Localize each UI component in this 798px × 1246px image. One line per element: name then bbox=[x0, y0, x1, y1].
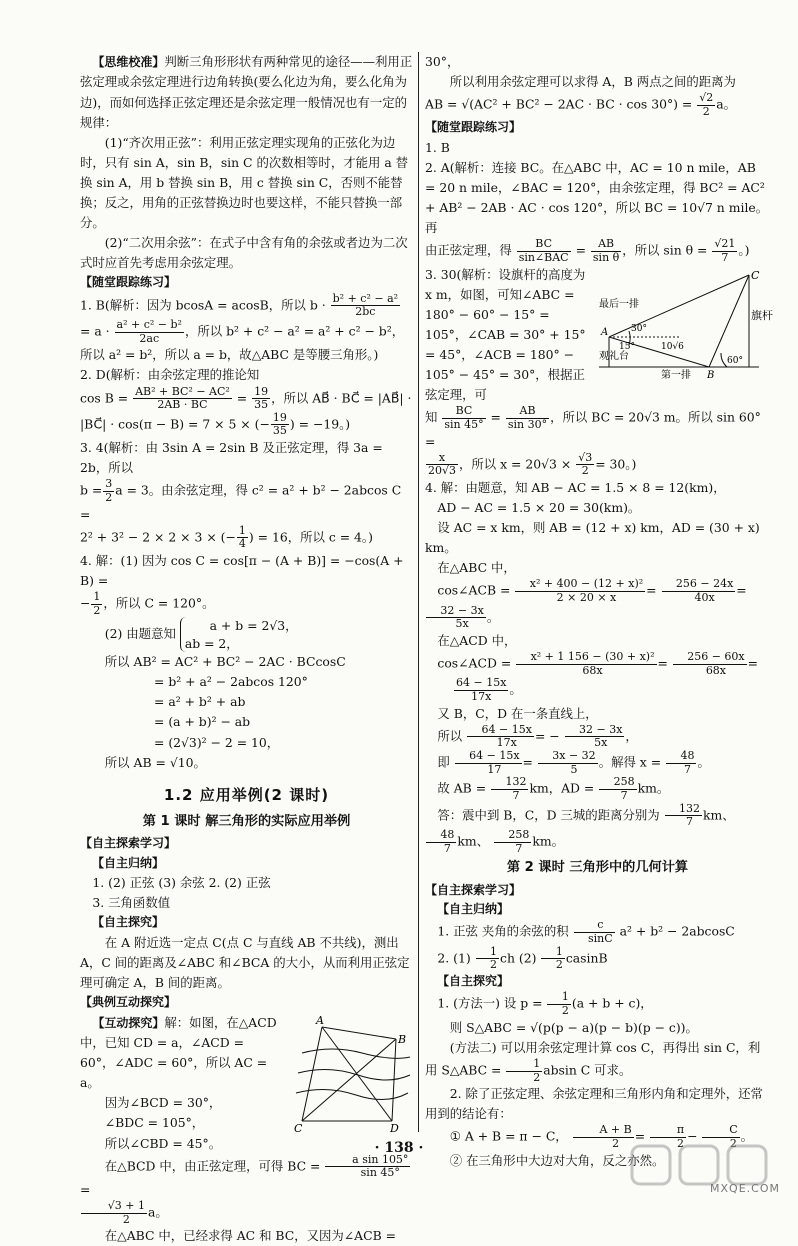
denominator: 2 bbox=[533, 1070, 541, 1084]
fraction bbox=[491, 776, 528, 802]
text: = a · bbox=[80, 323, 110, 339]
section-tag: 【自主探索学习】 bbox=[425, 882, 522, 897]
text: AB = √(AC² + BC² − 2AC · BC · cos 30°) = bbox=[425, 96, 693, 112]
fraction bbox=[271, 412, 289, 438]
denominator: sin 45° bbox=[360, 1166, 400, 1180]
equation-line bbox=[425, 776, 770, 802]
fraction bbox=[454, 677, 508, 703]
answer-conclusion bbox=[425, 803, 770, 856]
fraction bbox=[666, 750, 696, 776]
denominator: 2 bbox=[729, 1136, 737, 1150]
numerator: 19 bbox=[254, 384, 269, 398]
denominator: 7 bbox=[443, 841, 451, 855]
denominator: 2 bbox=[561, 1004, 569, 1018]
denominator: 7 bbox=[620, 788, 628, 802]
fraction bbox=[697, 92, 715, 118]
numerator: 1 bbox=[238, 523, 246, 537]
paragraph: 2. 除了正弦定理、余弦定理和三角形内角和定理外，还常用到的结论有： bbox=[425, 1086, 763, 1122]
text: km、 bbox=[703, 807, 735, 823]
paragraph: 3. 三角函数值 bbox=[92, 895, 171, 911]
segment-ab bbox=[322, 1027, 396, 1039]
numerator: 3 bbox=[105, 477, 113, 491]
numerator: 3x − 32 bbox=[538, 750, 598, 764]
section-tag: 【典例互动探究】 bbox=[80, 995, 177, 1010]
paragraph: 又 B，C，D 在一条直线上， bbox=[437, 705, 598, 721]
numerator: √3 bbox=[578, 450, 593, 464]
numerator: AB bbox=[591, 238, 621, 252]
paragraph bbox=[80, 1154, 413, 1227]
numerator: 132 bbox=[491, 776, 528, 790]
text: 即 bbox=[437, 754, 450, 770]
fraction bbox=[574, 919, 615, 945]
fraction bbox=[81, 1200, 147, 1226]
text: ，所以 AB⃗ · BC⃗ = |AB⃗| · bbox=[271, 390, 412, 406]
fraction bbox=[506, 405, 549, 431]
paragraph bbox=[425, 919, 770, 945]
text: = bbox=[236, 390, 248, 406]
line-cb bbox=[709, 275, 749, 367]
text: 2. D(解析：由余弦定理的推论知 bbox=[80, 367, 260, 383]
text: = bbox=[80, 1181, 91, 1197]
equation: ab = 2， bbox=[184, 635, 239, 651]
paragraph: 因为∠BCD = 30°， bbox=[104, 1095, 222, 1111]
paragraph: 在△ACD 中， bbox=[437, 633, 517, 648]
denominator: sin∠BAC bbox=[518, 251, 569, 265]
numerator: x² + 1 156 − (30 + x)² bbox=[516, 651, 656, 665]
fraction bbox=[712, 238, 737, 264]
fraction bbox=[103, 478, 114, 504]
answer-3 bbox=[80, 438, 413, 551]
denominator: 68x bbox=[705, 663, 727, 677]
figure-label: 旗杆 bbox=[751, 308, 773, 322]
denominator: sinC bbox=[587, 932, 613, 946]
point-label: A bbox=[316, 1013, 324, 1027]
numerator: 1 bbox=[541, 946, 564, 960]
numerator: 32 − 3x bbox=[565, 724, 625, 738]
fraction bbox=[133, 386, 232, 412]
text: ① A + B = π − C， bbox=[449, 1128, 568, 1144]
numerator: 32 − 3x bbox=[426, 605, 486, 619]
text: absin C 可求。 bbox=[543, 1062, 632, 1078]
paragraph: 1. (2) 正弦 (3) 余弦 2. (2) 正弦 bbox=[92, 875, 271, 891]
equation-line: 所以 AB = √10。 bbox=[104, 754, 206, 770]
segment-ac bbox=[302, 1027, 322, 1121]
denominator: 20√3 bbox=[428, 464, 457, 478]
numerator: 258 bbox=[494, 829, 531, 843]
fraction bbox=[591, 238, 621, 264]
angle-label: 30° bbox=[631, 323, 647, 334]
text: 。) bbox=[738, 243, 750, 259]
text: = bbox=[575, 243, 586, 259]
figure-label: 第一排 bbox=[661, 369, 691, 381]
fraction bbox=[476, 946, 499, 972]
text: 1. (方法一) 设 p = bbox=[437, 996, 543, 1012]
text: (2) bbox=[518, 950, 537, 966]
denominator: 2 bbox=[581, 464, 589, 478]
equation-line: = (a + b)² − ab bbox=[154, 714, 251, 730]
equation-line: 所以 $\frac{64 - 15x}{17x}$ = − $\frac{32 - 3x}{5x}$ ， bbox=[437, 722, 638, 750]
text: 4. 解：(1) 因为 cos C = cos[π − (A + B)] = −cos(A + B) = bbox=[80, 552, 404, 589]
denominator: 5 bbox=[570, 762, 578, 776]
numerator: 1 bbox=[93, 590, 101, 604]
answer-2 bbox=[80, 365, 413, 438]
text: a² + b² − 2abcosC bbox=[619, 924, 735, 940]
numerator: AB bbox=[506, 405, 549, 419]
text: − bbox=[687, 1128, 698, 1144]
fraction bbox=[541, 946, 564, 972]
numerator: 19 bbox=[272, 410, 287, 424]
equation-line: $\frac{64 - 15x}{17x}$ 。 bbox=[456, 676, 522, 704]
paragraph: 在 A 附近选一定点 C(点 C 与直线 AB 不共线)，测出 A，C 间的距离及∠ABC 和∠BCA 的大小，从而利用正弦定理可确定 A，B 间的距离。 bbox=[80, 934, 410, 991]
text: ，所以 b² + c² − a² = a² + c² − b²，所以 a² = b²，所以 a = b，故△ABC 是等腰三角形。) bbox=[80, 323, 405, 363]
answer-4: 4. 解：由题意，知 AB − AC = 1.5 × 8 = 12(km)， bbox=[425, 479, 726, 495]
text: 在△BCD 中，由正弦定理，可得 BC = bbox=[104, 1158, 321, 1174]
length-label: 10√6 bbox=[661, 341, 684, 352]
numerator: √21 bbox=[714, 237, 736, 251]
text: 2. (1) bbox=[437, 950, 471, 966]
numerator: BC bbox=[517, 238, 571, 252]
denominator: 2 bbox=[702, 104, 710, 118]
denominator: 2AB · BC bbox=[157, 398, 208, 412]
fraction bbox=[517, 238, 571, 264]
text: cos∠ACD = bbox=[437, 655, 512, 671]
equation-line: 即 $\frac{64 - 15x}{17}$ = $\frac{3x - 32}{5}$ 。解得 x = $\frac{48}{7}$ 。 bbox=[437, 749, 710, 776]
paragraph: 所以∠CBD = 45°。 bbox=[104, 1135, 222, 1151]
watermark-text: MXQE.COM bbox=[710, 1182, 780, 1195]
fraction bbox=[576, 452, 594, 478]
text: km、 bbox=[457, 833, 490, 849]
text: 知 bbox=[425, 409, 438, 425]
text: b = bbox=[80, 482, 103, 498]
fraction bbox=[665, 803, 702, 829]
column-divider bbox=[418, 52, 419, 1132]
text: 所以 bbox=[437, 728, 463, 744]
numerator: √2 bbox=[699, 91, 714, 105]
section-tag: 【随堂跟踪练习】 bbox=[425, 120, 522, 135]
paragraph: 30°， bbox=[425, 54, 460, 69]
paragraph: (2)“二次用余弦”：在式子中含有角的余弦或者边为二次式时应首先考虑用余弦定理。 bbox=[80, 235, 408, 271]
fraction bbox=[455, 750, 522, 776]
denominator: 17x bbox=[471, 690, 492, 704]
text: = 30。) bbox=[595, 456, 637, 472]
denominator: 68x bbox=[582, 663, 603, 677]
text: 答：震中到 B，C，D 三城的距离分别为 bbox=[437, 807, 660, 823]
numerator: 1 bbox=[506, 1058, 542, 1072]
fraction bbox=[331, 293, 400, 319]
fraction bbox=[516, 651, 656, 677]
equation-line bbox=[425, 92, 770, 118]
denominator: 7 bbox=[515, 841, 523, 855]
numerator: b² + c² − a² bbox=[332, 291, 399, 305]
section-tag: 【自主归纳】 bbox=[92, 855, 165, 870]
text: 。解得 x = bbox=[598, 754, 662, 770]
numerator: a² + c² − b² bbox=[116, 318, 182, 332]
fraction bbox=[426, 452, 458, 478]
lesson-title: 第 1 课时 解三角形的实际应用举例 bbox=[142, 814, 351, 830]
numerator: √3 + 1 bbox=[81, 1200, 147, 1214]
text: ) = −19。) bbox=[289, 416, 351, 432]
paragraph bbox=[425, 1038, 770, 1084]
fraction bbox=[252, 386, 270, 412]
text: (2) 由题意知 bbox=[104, 626, 176, 642]
answer-1 bbox=[80, 293, 413, 366]
denominator: sin 45° bbox=[444, 417, 484, 431]
denominator: 2 bbox=[612, 1136, 620, 1150]
denominator: 2 × 20 × x bbox=[556, 591, 617, 605]
denominator: 40x bbox=[694, 591, 715, 605]
fraction bbox=[506, 1058, 542, 1084]
paragraph bbox=[425, 946, 770, 972]
answer-1: 1. B bbox=[425, 139, 450, 155]
paragraph bbox=[80, 52, 413, 133]
denominator: 2 bbox=[555, 958, 563, 972]
equation-line: 所以 AB² = AC² + BC² − 2AC · BCcosC bbox=[104, 654, 346, 670]
segment-ad bbox=[322, 1027, 392, 1121]
answer-2 bbox=[425, 158, 770, 265]
text: 由正弦定理，得 bbox=[425, 243, 512, 259]
text: km。 bbox=[637, 780, 670, 796]
paragraph: 所以利用余弦定理可以求得 A，B 两点之间的距离为 bbox=[449, 74, 736, 90]
denominator: 2 bbox=[490, 958, 498, 972]
text: |BC⃗| · cos(π − B) = 7 × 5 × (− bbox=[80, 416, 270, 432]
fraction bbox=[426, 605, 486, 631]
text: cos B = bbox=[80, 390, 129, 406]
left-column bbox=[80, 52, 413, 1246]
numerator: AB² + BC² − AC² bbox=[135, 384, 230, 398]
denominator: sin 30° bbox=[507, 417, 548, 431]
equation-system bbox=[180, 617, 298, 652]
interactive-explore bbox=[80, 1013, 413, 1154]
text: = bbox=[490, 409, 501, 425]
text: 3. 4(解析：由 3sin A = 2sin B 及正弦定理，得 3a = 2b，所以 bbox=[80, 440, 383, 476]
fraction bbox=[494, 829, 531, 855]
text: ch bbox=[500, 950, 515, 966]
text: 2² + 3² − 2 × 2 × 3 × (− bbox=[80, 529, 236, 545]
text: ，所以 sin θ = bbox=[622, 243, 708, 259]
text: a。 bbox=[148, 1204, 168, 1220]
numerator: 64 − 15x bbox=[467, 724, 534, 738]
numerator: 64 − 15x bbox=[455, 750, 522, 764]
equation-line: = a² + b² + ab bbox=[154, 694, 246, 710]
flagpole-figure bbox=[599, 267, 773, 381]
text: ，所以 x = 20√3 × bbox=[459, 456, 572, 472]
answer-3-cont bbox=[425, 405, 770, 478]
figure-label: 观礼台 bbox=[599, 350, 629, 362]
text: ) = 16，所以 c = 4。) bbox=[248, 529, 373, 545]
paragraph: ② 在三角形中大边对大角，反之亦然。 bbox=[449, 1152, 665, 1168]
text: 判断三角形形状有两种常见的途径——利用正弦定理或余弦定理进行边角转换(要么化边为角，要么化角为边)，而如何选择正弦定理还是余弦定理一般情况也有一定的规律： bbox=[80, 54, 413, 130]
fraction bbox=[467, 724, 534, 750]
numerator: x² + 400 − (12 + x)² bbox=[515, 578, 645, 592]
section-tag: 【思维校准】 bbox=[92, 55, 165, 69]
answer-3-block bbox=[425, 265, 773, 406]
river-line bbox=[302, 1049, 410, 1058]
text: 故 AB = bbox=[437, 780, 487, 796]
fraction bbox=[565, 724, 625, 750]
section-tag: 【自主探究】 bbox=[437, 973, 510, 988]
numerator: 48 bbox=[426, 829, 456, 843]
numerator: c bbox=[574, 919, 615, 933]
numerator: 258 bbox=[599, 776, 636, 790]
figure-label: 最后一排 bbox=[599, 298, 639, 310]
denominator: 5x bbox=[594, 736, 608, 750]
lesson-title: 第 2 课时 三角形中的几何计算 bbox=[506, 860, 689, 876]
denominator: 4 bbox=[238, 537, 246, 551]
text: (方法二) 可以用余弦定理计算 cos C，再得出 sin C，利用 S△ABC = bbox=[425, 1039, 761, 1078]
equation-line: = b² + a² − 2abcos 120° bbox=[154, 674, 308, 690]
text: − bbox=[80, 595, 91, 611]
point-label: B bbox=[707, 369, 715, 381]
text: 1. B(解析：因为 bcosA = acosB，所以 b · bbox=[80, 297, 326, 313]
angle-label: 15° bbox=[619, 341, 635, 352]
denominator: sin θ bbox=[592, 251, 620, 265]
text: ，所以 BC = 20√3 m。所以 sin 60° = bbox=[425, 409, 761, 449]
fraction bbox=[515, 578, 645, 604]
fraction bbox=[538, 750, 598, 776]
fraction bbox=[237, 525, 248, 551]
text: casinB bbox=[565, 950, 608, 966]
fraction bbox=[442, 405, 485, 431]
page-number: · 138 · bbox=[374, 1140, 424, 1156]
numerator: 132 bbox=[665, 803, 702, 817]
denominator: 2bc bbox=[355, 305, 376, 319]
denominator: 2ac bbox=[139, 331, 160, 345]
fraction bbox=[426, 829, 456, 855]
section-tag: 【互动探究】 bbox=[92, 1015, 165, 1030]
paragraph: (1)“齐次用正弦”：利用正弦定理实现角的正弦化为边时，只有 sin A，sin B，sin C 的次数相等时，才能用 a 替换 sin A，用 b 替换 sin B，用 c 替换 sin C，否则不能替换；反之，用角的正弦替换边时也要这样，不能只替换一部分。 bbox=[80, 134, 409, 231]
section-tag: 【随堂跟踪练习】 bbox=[80, 275, 177, 290]
numerator: x bbox=[426, 452, 458, 466]
numerator: C bbox=[702, 1124, 739, 1138]
fraction bbox=[91, 591, 102, 617]
fraction bbox=[662, 578, 736, 604]
equation-line: cos∠ACD = $\frac{\text{x² + 1 156 − (30 + x)²}}{68x}$ = $\frac{256 - 60x}{68x}$ = bbox=[437, 650, 759, 677]
numerator: 256 − 60x bbox=[673, 651, 747, 665]
numerator: π bbox=[650, 1124, 686, 1138]
denominator: 17 bbox=[487, 762, 502, 776]
denominator: 2 bbox=[676, 1136, 684, 1150]
fraction bbox=[115, 319, 184, 345]
paragraph: AD − AC = 1.5 × 20 = 30(km)。 bbox=[437, 500, 641, 516]
text: a。 bbox=[716, 96, 737, 112]
denominator: 2 bbox=[122, 1212, 130, 1226]
paragraph bbox=[425, 991, 770, 1017]
denominator: 35 bbox=[254, 398, 269, 412]
numerator: 1 bbox=[547, 991, 570, 1005]
text: a = 3。由余弦定理，得 c² = a² + b² − 2abcos C = bbox=[80, 482, 402, 522]
paragraph: 在△ABC 中，已经求得 AC 和 BC，又因为∠ACB = bbox=[104, 1228, 397, 1244]
point-label: A bbox=[601, 326, 609, 338]
point-label: C bbox=[294, 1121, 303, 1135]
denominator: 2 bbox=[105, 490, 113, 504]
point-label: B bbox=[398, 1032, 407, 1046]
numerator: BC bbox=[442, 405, 485, 419]
text: km，AD = bbox=[529, 780, 595, 796]
angle-label: 60° bbox=[727, 355, 743, 366]
denominator: 7 bbox=[683, 762, 691, 776]
answer-3: 3. 30(解析：设旗杆的高度为 x m，如图，可知∠ABC = 180° − 60° − 15° = 105°，∠CAB = 30° + 15° = 45°，∠ACB = 180° − 105° − 45° = 30°，根据正弦定理，可 bbox=[425, 266, 586, 403]
denominator: 7 bbox=[721, 251, 729, 265]
river-line bbox=[296, 1089, 408, 1099]
right-column bbox=[425, 52, 773, 1171]
denominator: 2 bbox=[93, 603, 101, 617]
denominator: 7 bbox=[686, 815, 693, 829]
text: (a + b + c)， bbox=[571, 996, 653, 1012]
denominator: 7 bbox=[512, 788, 520, 802]
section-title: 1.2 应用举例(2 课时) bbox=[163, 785, 330, 804]
numerator: 1 bbox=[476, 946, 499, 960]
fraction bbox=[599, 776, 636, 802]
section-tag: 【自主归纳】 bbox=[437, 901, 510, 916]
text: 1. 正弦 夹角的余弦的积 bbox=[437, 924, 569, 940]
river-line bbox=[298, 1069, 410, 1080]
answer-4 bbox=[80, 551, 413, 617]
numerator: 64 − 15x bbox=[456, 676, 507, 690]
text: ，所以 C = 120°。 bbox=[103, 595, 215, 611]
text: km。 bbox=[532, 833, 565, 849]
numerator: 256 − 24x bbox=[662, 578, 736, 592]
answer-4-part-2 bbox=[80, 617, 413, 652]
text: = bbox=[634, 1128, 646, 1144]
equation-line: cos∠ACB = $\frac{\text{x² + 400 − (12 + x)²}}{2 \times 20 \times x}$ = $\frac{256 - 24x}{40x}$ = $\frac{32 - 3x}{5x}$ 。 bbox=[425, 578, 770, 631]
numerator: 48 bbox=[666, 750, 696, 764]
paragraph bbox=[80, 1013, 280, 1094]
point-label: C bbox=[751, 268, 760, 282]
fraction bbox=[547, 991, 570, 1017]
equation: a + b = 2√3， bbox=[209, 618, 298, 634]
equation-line: = (2√3)² − 2 = 10， bbox=[154, 734, 280, 750]
denominator: 5x bbox=[455, 617, 469, 631]
numerator: a sin 105° bbox=[325, 1154, 410, 1168]
denominator: 35 bbox=[272, 424, 287, 438]
point-label: D bbox=[390, 1121, 399, 1135]
denominator: 17x bbox=[496, 736, 517, 750]
paragraph: ∠BDC = 105°， bbox=[104, 1115, 205, 1131]
section-tag: 【自主探索学习】 bbox=[80, 836, 177, 851]
text: 。 bbox=[740, 1128, 754, 1144]
section-tag: 【自主探究】 bbox=[92, 915, 165, 930]
text: 解：如图，在△ACD 中，已知 CD = a，∠ACD = 60°，∠ADC = 60°，所以 AC = a。 bbox=[80, 1014, 277, 1091]
text: cos∠ACB = bbox=[437, 583, 511, 599]
paragraph: 在△ABC 中， bbox=[437, 560, 516, 576]
triangle-figure bbox=[292, 1013, 412, 1133]
fraction bbox=[673, 651, 747, 677]
text: 2. A(解析：连接 BC。在△ABC 中，AC = 10 n mile，AB = 20 n mile，∠BAC = 120°，由余弦定理，得 BC² = AC² + AB² − 2AB · AC · cos 120°，所以 BC = 10√7 n mile。再 bbox=[425, 160, 769, 236]
paragraph: 设 AC = x km，则 AB = (12 + x) km，AD = (30 + x) km。 bbox=[425, 520, 760, 556]
paragraph: 则 S△ABC = √(p(p − a)(p − b)(p − c))。 bbox=[449, 1019, 698, 1035]
numerator: A + B bbox=[573, 1124, 634, 1138]
